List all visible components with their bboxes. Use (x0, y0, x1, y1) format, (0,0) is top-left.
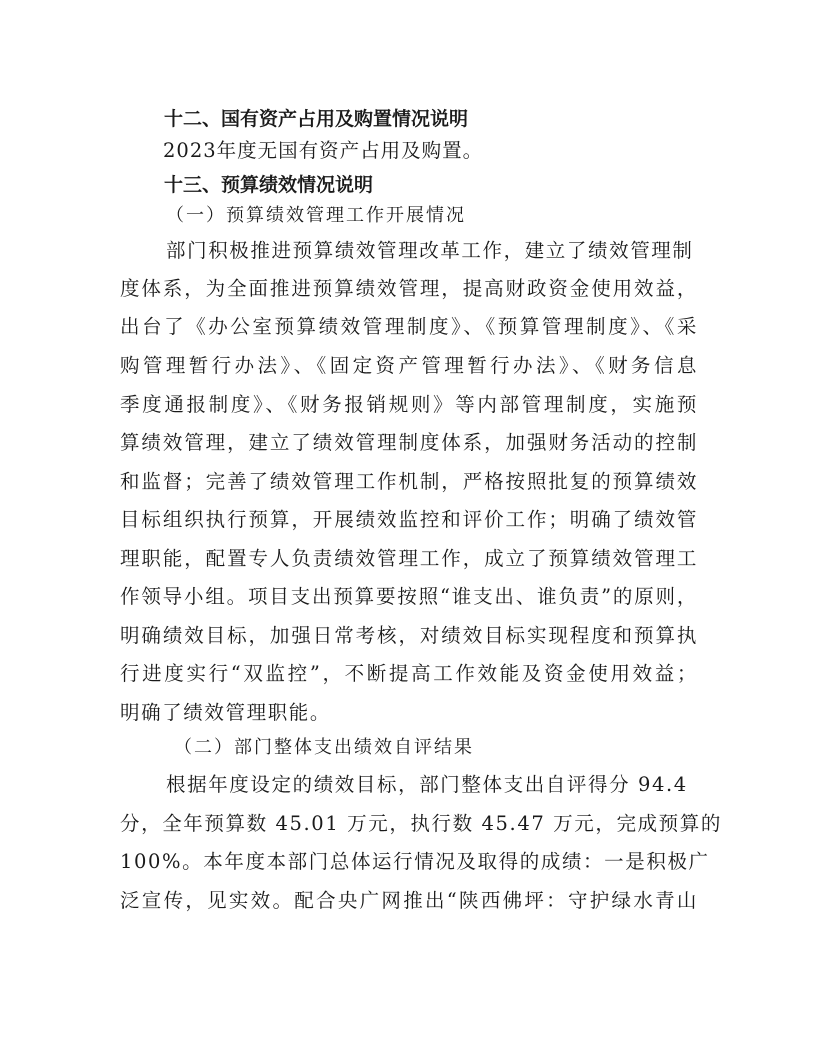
paragraph-2-line-3: 100%。本年度本部门总体运行情况及取得的成绩：一是积极广 (120, 850, 710, 873)
subsection-2-title: （二）部门整体支出绩效自评结果 (174, 737, 474, 758)
paragraph-1-line-5: 季度通报制度》、《财务报销规则》等内部管理制度，实施预 (120, 393, 698, 416)
paragraph-1-line-13: 明确了绩效管理职能。 (120, 701, 332, 724)
section-13-heading: 十三、预算绩效情况说明 (164, 174, 374, 196)
paragraph-1-line-8: 目标组织执行预算，开展绩效监控和评价工作；明确了绩效管 (120, 508, 698, 531)
paragraph-1-line-3: 出台了《办公室预算绩效管理制度》、《预算管理制度》、《采 (120, 315, 698, 338)
paragraph-1-line-2: 度体系，为全面推进预算绩效管理，提高财政资金使用效益， (120, 277, 698, 300)
subsection-1-title: （一）预算绩效管理工作开展情况 (166, 205, 466, 226)
paragraph-1-line-7: 和监督；完善了绩效管理工作机制，严格按照批复的预算绩效 (120, 470, 698, 493)
paragraph-2-line-1: 根据年度设定的绩效目标，部门整体支出自评得分 94.4 (166, 773, 688, 796)
paragraph-1-line-11: 明确绩效目标，加强日常考核，对绩效目标实现程度和预算执 (120, 624, 698, 647)
section-12-heading: 十二、国有资产占用及购置情况说明 (164, 108, 469, 130)
paragraph-2-line-2: 分，全年预算数 45.01 万元，执行数 45.47 万元，完成预算的 (120, 812, 722, 835)
paragraph-1-line-10: 作领导小组。项目支出预算要按照“谁支出、谁负责”的原则， (120, 585, 698, 608)
paragraph-2-line-4: 泛宣传，见实效。配合央广网推出“陕西佛坪：守护绿水青山 (120, 889, 698, 912)
paragraph-1-line-1: 部门积极推进预算绩效管理改革工作，建立了绩效管理制 (166, 239, 694, 262)
paragraph-1-line-6: 算绩效管理，建立了绩效管理制度体系，加强财务活动的控制 (120, 431, 698, 454)
paragraph-1-line-4: 购管理暂行办法》、《固定资产管理暂行办法》、《财务信息 (120, 354, 698, 377)
paragraph-1-line-9: 理职能，配置专人负责绩效管理工作，成立了预算绩效管理工 (120, 547, 698, 570)
paragraph-1-line-12: 行进度实行“双监控”，不断提高工作效能及资金使用效益； (120, 662, 698, 685)
section-12-body: 2023年度无国有资产占用及购置。 (163, 139, 484, 162)
